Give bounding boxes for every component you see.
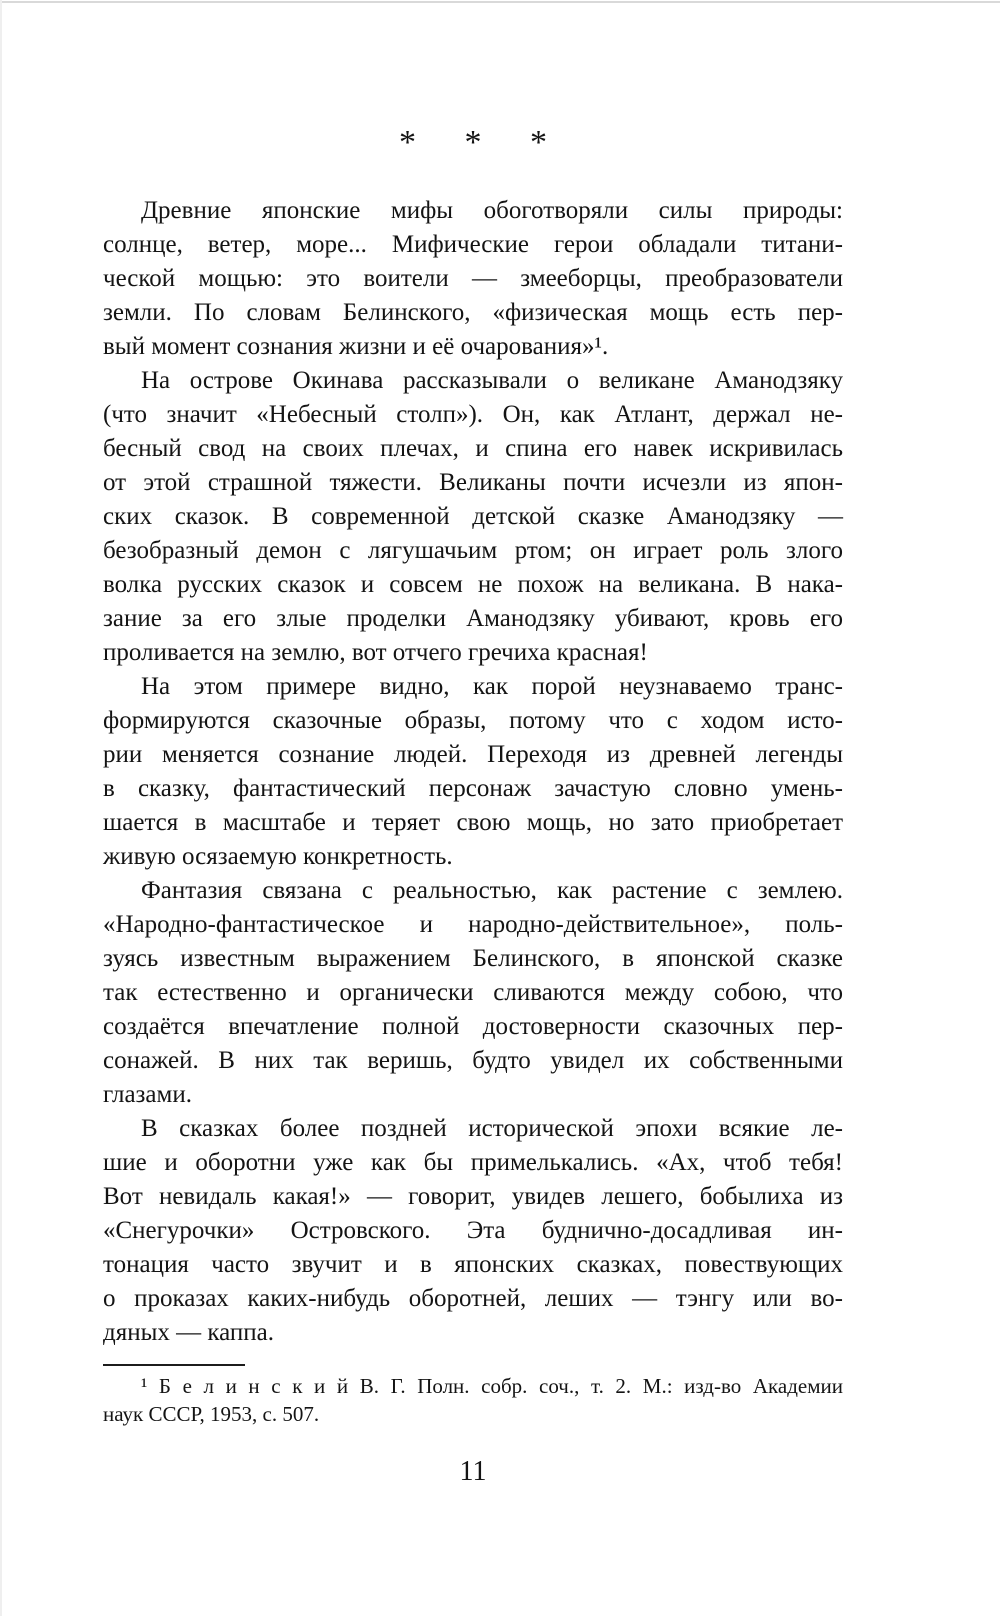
text-line: сонажей. В них так веришь, будто увидел их собственными xyxy=(103,1047,843,1074)
paragraph xyxy=(103,364,843,670)
text-line: (что значит «Небесный столп»). Он, как Атлант, держал не- xyxy=(103,401,843,428)
text-line: В сказках более поздней исторической эпохи всякие ле- xyxy=(141,1115,843,1142)
text-line: Фантазия связана с реальностью, как растение с землею. xyxy=(141,877,843,904)
text-line: земли. По словам Белинского, «физическая мощь есть пер- xyxy=(103,299,843,326)
text-line: рии меняется сознание людей. Переходя из древней легенды xyxy=(103,741,843,768)
text-line: На острове Окинава рассказывали о великане Аманодзяку xyxy=(141,367,843,394)
text-line: бесный свод на своих плечах, и спина его навек искривилась xyxy=(103,435,843,462)
text-line: солнце, ветер, море... Мифические герои обладали титани- xyxy=(103,231,843,258)
text-line: о проказах каких-нибудь оборотней, леших — тэнгу или во- xyxy=(103,1285,843,1312)
text-line: дяных — каппа. xyxy=(103,1319,275,1346)
text-line: проливается на землю, вот отчего гречиха красная! xyxy=(103,639,648,666)
text-line: наук СССР, 1953, с. 507. xyxy=(103,1402,320,1426)
text-line: ских сказок. В современной детской сказке Аманодзяку — xyxy=(103,503,843,530)
text-line: волка русских сказок и совсем не похож на великана. В нака- xyxy=(103,571,843,598)
text-line: безобразный демон с лягушачьим ртом; он играет роль злого xyxy=(103,537,843,564)
scan-edge-left xyxy=(0,0,2,1616)
text-line: тонация часто звучит и в японских сказках, повествующих xyxy=(103,1251,843,1278)
text-line: зуясь известным выражением Белинского, в японской сказке xyxy=(103,945,843,972)
text-line: зание за его злые проделки Аманодзяку убивают, кровь его xyxy=(103,605,843,632)
text-line: «Снегурочки» Островского. Эта буднично-досадливая ин- xyxy=(103,1217,843,1244)
text-line: шается в масштабе и теряет свою мощь, но зато приобретает xyxy=(103,809,843,836)
text-line: Вот невидаль какая!» — говорит, увидев лешего, бобылиха из xyxy=(103,1183,843,1210)
text-line: Древние японские мифы обоготворяли силы природы: xyxy=(141,197,843,224)
section-break-asterisks: * * * xyxy=(399,124,547,161)
text-line: глазами. xyxy=(103,1081,192,1108)
text-line: шие и оборотни уже как бы примелькались. «Ах, чтоб тебя! xyxy=(103,1149,843,1176)
text-line: ческой мощью: это воители — змееборцы, преобразователи xyxy=(103,265,843,292)
text-line: формируются сказочные образы, потому что с ходом исто- xyxy=(103,707,843,734)
text-line: создаётся впечатление полной достоверности сказочных пер- xyxy=(103,1013,843,1040)
paragraph xyxy=(103,670,843,874)
text-line: ¹ Б е л и н с к и й В. Г. Полн. собр. соч., т. 2. М.: изд-во Академии xyxy=(141,1374,843,1398)
text-line: вый момент сознания жизни и её очарования»¹. xyxy=(103,333,609,360)
footnote-divider xyxy=(103,1364,245,1366)
text-line: в сказку, фантастический персонаж зачастую словно умень- xyxy=(103,775,843,802)
paragraph xyxy=(103,1112,843,1350)
text-line: «Народно-фантастическое и народно-действительное», поль- xyxy=(103,911,843,938)
paragraph xyxy=(103,194,843,364)
text-line: На этом примере видно, как порой неузнаваемо транс- xyxy=(141,673,843,700)
text-line: так естественно и органически сливаются между собою, что xyxy=(103,979,843,1006)
footnote-text xyxy=(103,1372,843,1428)
text-line: от этой страшной тяжести. Великаны почти исчезли из япон- xyxy=(103,469,843,496)
paragraph xyxy=(103,874,843,1112)
page-number: 11 xyxy=(459,1456,487,1487)
body-text xyxy=(103,194,843,1350)
text-line: живую осязаемую конкретность. xyxy=(103,843,453,870)
scan-edge-top xyxy=(0,1,1000,3)
